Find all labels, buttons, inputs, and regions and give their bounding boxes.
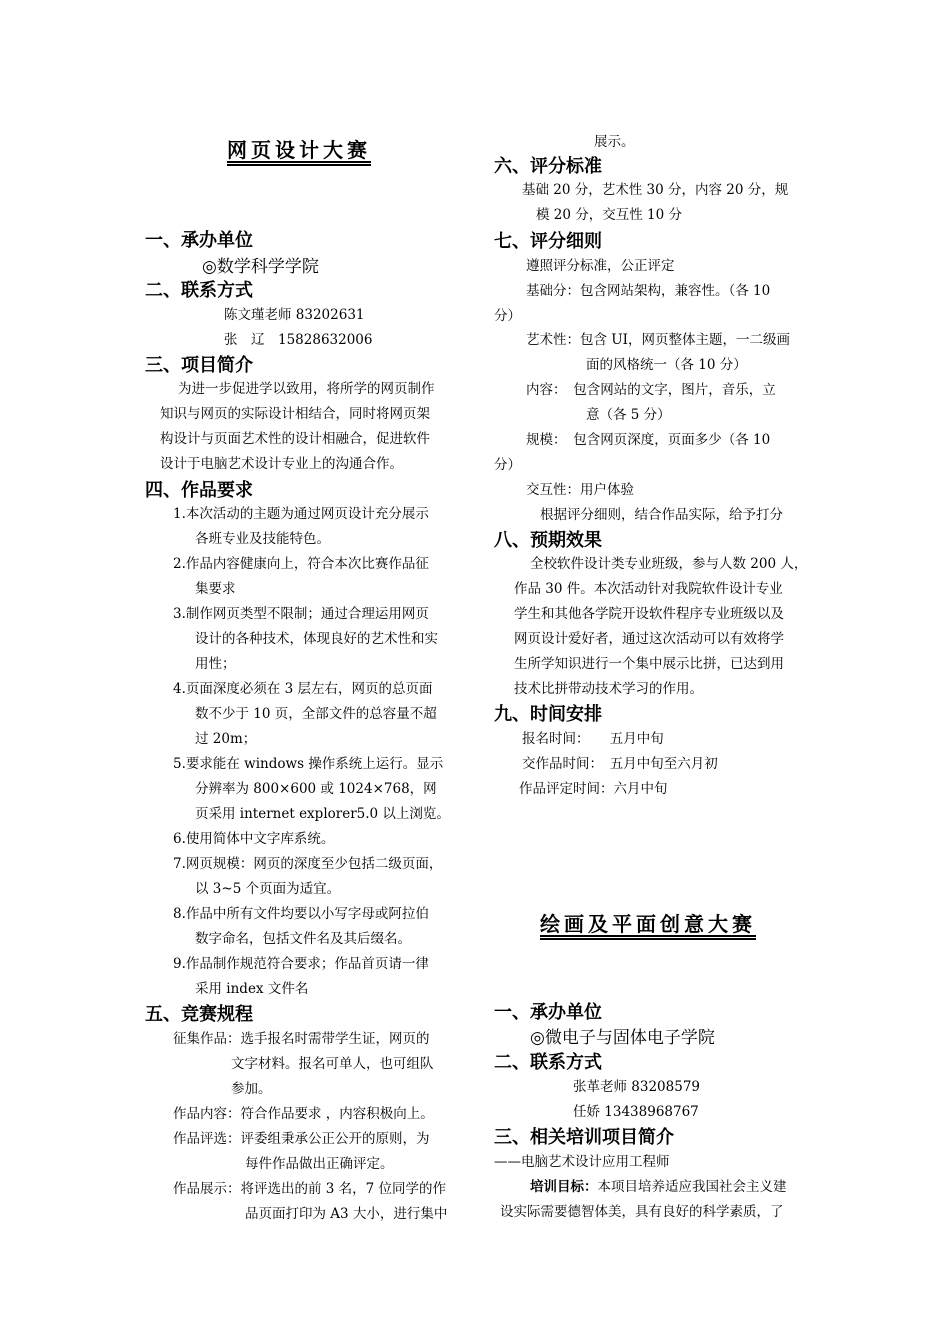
list-item: 设计的各种技术，体现良好的艺术性和实	[195, 631, 438, 647]
rule-line: 作品内容：符合作品要求 ，内容积极向上。	[173, 1106, 434, 1122]
rule-line: 参加。	[231, 1081, 272, 1097]
section-heading: 七、评分细则	[494, 231, 602, 252]
list-item: 采用 index 文件名	[195, 981, 309, 997]
paragraph-line: 根据评分细则，结合作品实际，给予打分	[540, 507, 783, 523]
paragraph-line	[530, 1175, 787, 1195]
paragraph-line: 生所学知识进行一个集中展示比拼，已达到用	[514, 656, 784, 672]
rule-line: 品页面打印为 A3 大小，进行集中	[245, 1206, 448, 1222]
list-item: 数字命名，包括文件名及其后缀名。	[195, 931, 411, 947]
paragraph-line: 面的风格统一（各 10 分）	[586, 357, 747, 373]
list-item: 6.使用简体中文字库系统。	[173, 831, 335, 847]
list-item: 集要求	[195, 581, 236, 597]
paragraph-line: 意（各 5 分）	[586, 407, 671, 423]
schedule-line: 交作品时间： 五月中旬至六月初	[522, 756, 718, 772]
paragraph-line: 基础 20 分，艺术性 30 分，内容 20 分，规	[522, 182, 789, 198]
paragraph-line: 为进一步促进学以致用，将所学的网页制作	[178, 381, 435, 397]
rule-line: 作品展示：将评选出的前 3 名，7 位同学的作	[173, 1181, 447, 1197]
paragraph-line: 交互性：用户体验	[526, 482, 634, 498]
paragraph-line: 分）	[494, 457, 521, 473]
section-heading: 五、竞赛规程	[145, 1004, 253, 1025]
section-heading: 一、承办单位	[145, 230, 253, 251]
document-title: 网页设计大赛	[227, 138, 371, 162]
organizer-name: ◎微电子与固体电子学院	[530, 1028, 715, 1048]
paragraph-line: 规模： 包含网页深度，页面多少（各 10	[526, 432, 771, 448]
section-heading: 四、作品要求	[145, 480, 253, 501]
paragraph-line: 基础分：包含网站架构，兼容性。（各 10	[526, 283, 771, 299]
rule-line: 每件作品做出正确评定。	[245, 1156, 394, 1172]
list-item: 以 3~5 个页面为适宜。	[195, 881, 341, 897]
contact-line: 陈文瑾老师 83202631	[224, 307, 365, 323]
contact-line: 张 辽 15828632006	[224, 332, 373, 348]
paragraph-line: 设计于电脑艺术设计专业上的沟通合作。	[160, 456, 403, 472]
rule-line: 征集作品：选手报名时需带学生证，网页的	[173, 1031, 430, 1047]
subtitle-line: ——电脑艺术设计应用工程师	[494, 1154, 670, 1170]
paragraph-line: 网页设计爱好者，通过这次活动可以有效将学	[514, 631, 784, 647]
section-heading: 九、时间安排	[494, 704, 602, 725]
list-item: 3.制作网页类型不限制；通过合理运用网页	[173, 606, 429, 622]
rule-line: 文字材料。报名可单人，也可组队	[231, 1056, 434, 1072]
paragraph-line: 分）	[494, 308, 521, 324]
section-heading: 六、评分标准	[494, 156, 602, 177]
list-item: 8.作品中所有文件均要以小写字母或阿拉伯	[173, 906, 429, 922]
list-item: 页采用 internet explorer5.0 以上浏览。	[195, 806, 450, 822]
section-heading: 一、承办单位	[494, 1002, 602, 1023]
paragraph-line: 遵照评分标准，公正评定	[526, 258, 675, 274]
contact-line: 任娇 13438968767	[573, 1104, 699, 1120]
paragraph-line: 作品 30 件。本次活动针对我院软件设计专业	[514, 581, 783, 597]
paragraph-line: 知识与网页的实际设计相结合，同时将网页架	[160, 406, 430, 422]
section-heading: 八、预期效果	[494, 530, 602, 551]
list-item: 1.本次活动的主题为通过网页设计充分展示	[173, 506, 429, 522]
rule-line: 作品评选：评委组秉承公正公开的原则，为	[173, 1131, 430, 1147]
paragraph-line: 内容： 包含网站的文字，图片，音乐，立	[526, 382, 776, 398]
schedule-line: 作品评定时间：六月中旬	[519, 781, 668, 797]
section-heading: 二、联系方式	[145, 280, 253, 301]
training-goal-label: 培训目标：	[530, 1179, 598, 1195]
list-item: 用性；	[195, 656, 236, 672]
list-item: 数不少于 10 页，全部文件的总容量不超	[195, 706, 437, 722]
section-heading: 三、相关培训项目简介	[494, 1127, 674, 1148]
list-item: 过 20m；	[195, 731, 257, 747]
list-item: 4.页面深度必须在 3 层左右，网页的总页面	[173, 681, 433, 697]
paragraph-line: 技术比拼带动技术学习的作用。	[514, 681, 703, 697]
paragraph-line: 设实际需要德智体美，具有良好的科学素质，了	[500, 1204, 784, 1220]
section-heading: 二、联系方式	[494, 1052, 602, 1073]
document-title: 绘画及平面创意大赛	[540, 912, 756, 936]
contact-line: 张革老师 83208579	[573, 1079, 701, 1095]
list-item: 7.网页规模：网页的深度至少包括二级页面，	[173, 856, 443, 872]
list-item: 9.作品制作规范符合要求；作品首页请一律	[173, 956, 429, 972]
paragraph-line: 构设计与页面艺术性的设计相融合，促进软件	[160, 431, 430, 447]
list-item: 5.要求能在 windows 操作系统上运行。显示	[173, 756, 444, 772]
section-heading: 三、项目简介	[145, 355, 253, 376]
paragraph-line: 学生和其他各学院开设软件程序专业班级以及	[514, 606, 784, 622]
list-item: 2.作品内容健康向上，符合本次比赛作品征	[173, 556, 429, 572]
paragraph-line: 艺术性：包含 UI，网页整体主题，一二级画	[526, 332, 791, 348]
list-item: 各班专业及技能特色。	[195, 531, 330, 547]
paragraph-line: 全校软件设计类专业班级，参与人数 200 人，	[530, 556, 808, 572]
schedule-line: 报名时间： 五月中旬	[522, 731, 664, 747]
organizer-name: ◎数学科学学院	[202, 257, 319, 277]
paragraph-line: 模 20 分，交互性 10 分	[536, 207, 683, 223]
list-item: 分辨率为 800×600 或 1024×768，网	[195, 781, 437, 797]
continued-line: 展示。	[594, 134, 635, 150]
training-goal-text: 本项目培养适应我国社会主义建	[597, 1179, 787, 1195]
